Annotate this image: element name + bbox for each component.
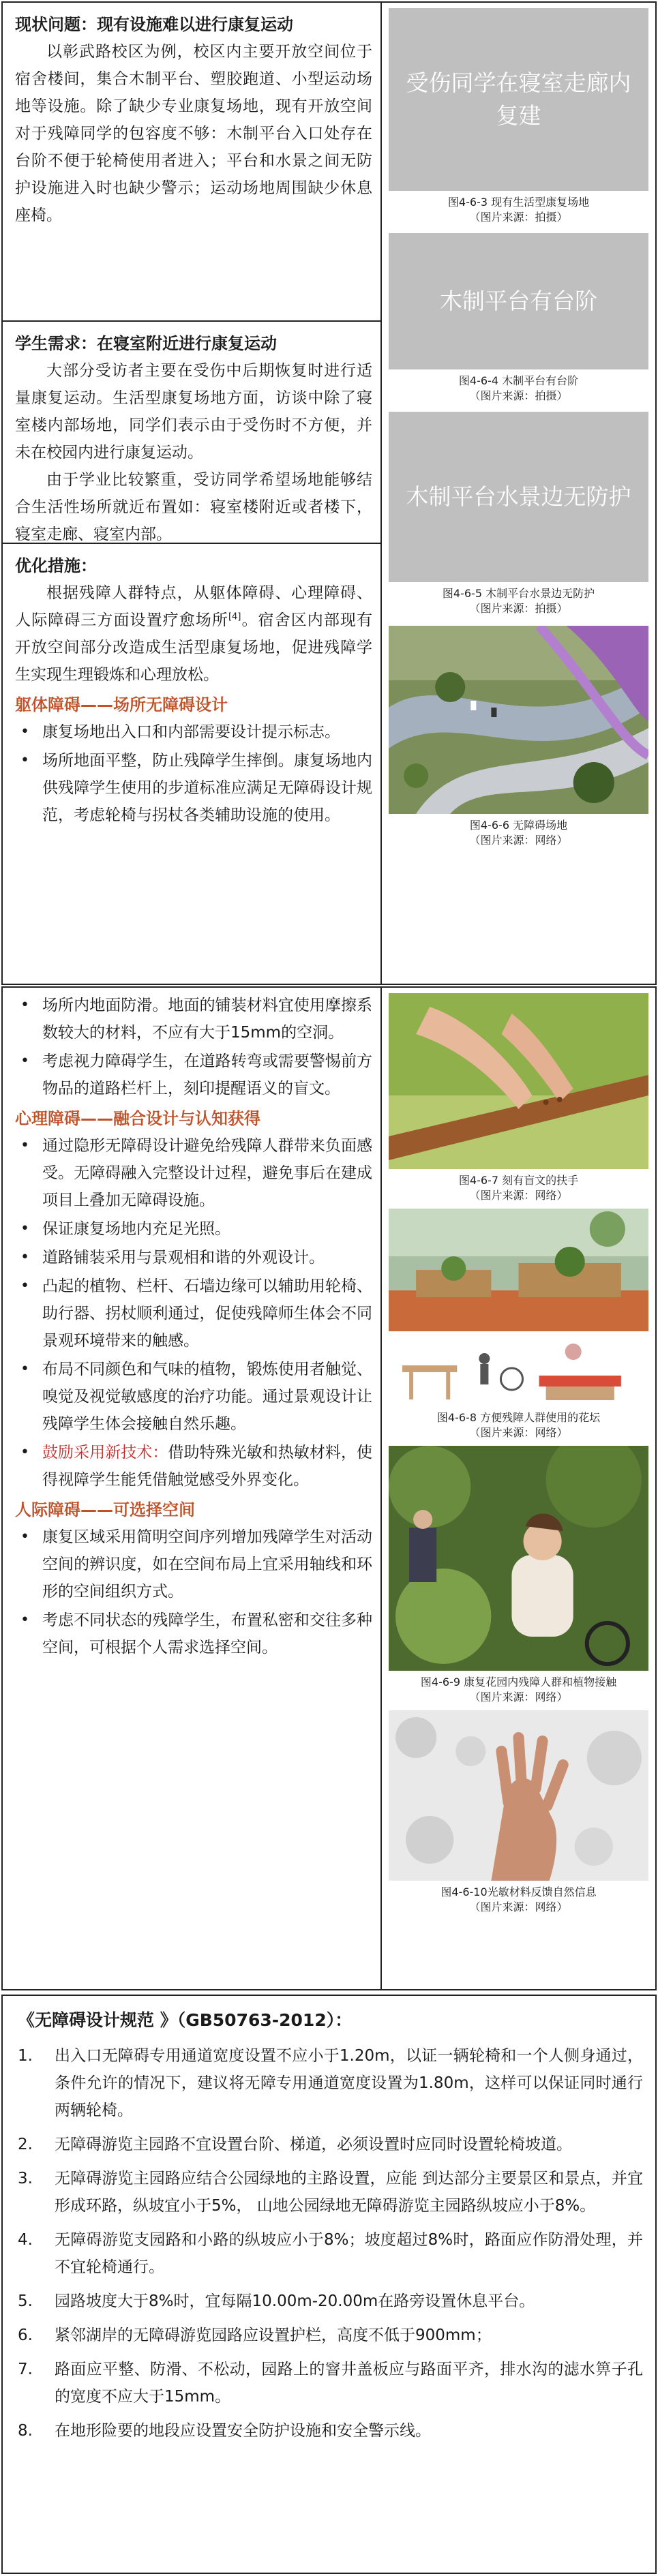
- list-item: • 考虑视力障碍学生，在道路转弯或需要警惕前方物品的道路栏杆上，刻印提醒语义的盲文。: [15, 1048, 372, 1102]
- figure-caption: 图4-6-8 方便残障人群使用的花坛: [436, 1411, 601, 1424]
- list-item: • 康复区域采用简明空间序列增加残障学生对活动空间的辨识度，如在空间布局上宜采用轴线和环形的空间组织方式。: [15, 1524, 372, 1605]
- problem-cell: [3, 3, 380, 322]
- figure-caption: 图4-6-7 刻有盲文的扶手: [458, 1174, 579, 1187]
- image-placeholder: 木制平台水景边无防护: [389, 412, 648, 582]
- need-heading: 学生需求：在寝室附近进行康复运动: [15, 334, 277, 353]
- accessible-site-photo: [389, 626, 648, 814]
- list-item: • 保证康复场地内充足光照。: [15, 1215, 372, 1243]
- figure-source: （图片来源：拍摄）: [469, 389, 568, 402]
- figure-4-6-6: [389, 626, 648, 848]
- code-item: 1. 出入口无障碍专用通道宽度设置不应小于1.20m，以证一辆轮椅和一个人侧身通过，条件允许的情况下，建议将无障专用通道宽度设置为1.80m，这样可以保证同时通行两辆轮椅。: [18, 2047, 643, 2119]
- code-item: 7. 路面应平整、防滑、不松动，园路上的窨井盖板应与路面平齐，排水沟的滤水箅子孔的宽度不应大于15mm。: [18, 2361, 643, 2406]
- figure-column: [382, 3, 655, 984]
- list-item: • 场所内地面防滑。地面的铺装材料宜使用摩擦系数较大的材料，不应有大于15mm的空洞。: [15, 992, 372, 1046]
- code-list: [3, 2042, 655, 2444]
- code-item: 6. 紧邻湖岸的无障碍游览园路应设置护栏，高度不低于900mm；: [18, 2327, 492, 2344]
- psych-disability-list: [15, 1132, 372, 1494]
- need-cell: [3, 322, 380, 544]
- figure-source: （图片来源：拍摄）: [469, 602, 568, 615]
- figure-caption: 图4-6-9 康复花园内残障人群和植物接触: [420, 1676, 617, 1688]
- section-design-code: [1, 1995, 657, 2574]
- need-text-1: 大部分受访者主要在受伤中后期恢复时进行适量康复运动。生活型康复场地方面，访谈中除了寝室楼内部场地，同学们表示由于受伤时不方便，并未在校园内进行康复运动。: [15, 362, 372, 461]
- figure-4-6-9: [389, 1446, 648, 1705]
- social-disability-heading: 人际障碍——可选择空间: [15, 1500, 195, 1519]
- figure-source: （图片来源：网络）: [469, 1691, 568, 1703]
- list-item: • 道路铺装采用与景观相和谐的外观设计。: [15, 1244, 372, 1271]
- problem-heading: 现状问题：现有设施难以进行康复运动: [15, 15, 293, 34]
- figure-caption: 图4-6-10光敏材料反馈自然信息: [440, 1885, 597, 1898]
- code-item: 4. 无障碍游览支园路和小路的纵坡应小于8%；坡度超过8%时，路面应作防滑处理，并不宜轮椅通行。: [18, 2231, 643, 2276]
- figure-caption: 图4-6-3 现有生活型康复场地: [447, 196, 590, 209]
- rehab-garden-photo: [389, 1446, 648, 1671]
- list-item: • 康复场地出入口和内部需要设计提示标志。: [15, 718, 372, 746]
- figure-source: （图片来源：拍摄）: [469, 211, 568, 224]
- body-disability-list-continued: [15, 992, 372, 1102]
- social-disability-list: [15, 1524, 372, 1661]
- body-disability-list: [15, 718, 372, 829]
- body-disability-heading: 躯体障碍——场所无障碍设计: [15, 695, 228, 714]
- section-design-strategies: [1, 986, 657, 1990]
- code-item: 2. 无障碍游览主园路不宜设置台阶、梯道，必须设置时应同时设置轮椅坡道。: [18, 2136, 572, 2153]
- code-item: 3. 无障碍游览主园路应结合公园绿地的主路设置，应能 到达部分主要景区和景点，并宜形成环路，纵坡宜小于5%， 山地公园绿地无障碍游览主园路纵坡应小于8%。: [18, 2170, 643, 2215]
- figure-source: （图片来源：网络）: [469, 1426, 568, 1439]
- new-tech-text: 借助特殊光敏和热敏材料，使得视障学生能凭借触觉感受外界变化。: [42, 1444, 373, 1489]
- measure-text: 根据残障人群特点，从躯体障碍、心理障碍、人际障碍三方面设置疗愈场所[4]。宿舍区内部现有开放空间部分改造成生活型康复场地，促进残障学生实现生理锻炼和心理放松。: [15, 584, 373, 684]
- section-current-issues: [1, 1, 657, 985]
- measure-cell: [3, 544, 380, 984]
- figure-source: （图片来源：网络）: [469, 1900, 568, 1913]
- photosensitive-material-photo: [389, 1710, 648, 1881]
- list-item: • 凸起的植物、栏杆、石墙边缘可以辅助用轮椅、助行器、拐杖顺利通过，促使残障师生体会不同景观环境带来的触感。: [15, 1273, 372, 1354]
- figure-4-6-5: [389, 412, 648, 616]
- list-item: • 场所地面平整，防止残障学生摔倒。康复场地内供残障学生使用的步道标准应满足无障碍设计规范，考虑轮椅与拐杖各类辅助设施的使用。: [15, 747, 372, 829]
- strategies-cell: [3, 988, 380, 1989]
- reference-mark: [4]: [228, 611, 241, 622]
- text-column: [3, 988, 382, 1989]
- code-item: 5. 园路坡度大于8%时，宜每隔10.00m-20.00m在路旁设置休息平台。: [18, 2292, 535, 2310]
- figure-column: [382, 988, 655, 1989]
- psych-disability-heading: 心理障碍——融合设计与认知获得: [15, 1109, 260, 1128]
- new-tech-label: 鼓励采用新技术：: [42, 1444, 168, 1461]
- figure-4-6-7: [389, 993, 648, 1203]
- code-item: 8. 在地形险要的地段应设置安全防护设施和安全警示线。: [18, 2422, 431, 2440]
- figure-4-6-3: [389, 8, 648, 225]
- braille-handrail-photo: [389, 993, 648, 1169]
- figure-4-6-10: [389, 1710, 648, 1915]
- figure-4-6-8: [389, 1209, 648, 1440]
- list-item: • 布局不同颜色和气味的植物，锻炼使用者触觉、嗅觉及视觉敏感度的治疗功能。通过景观设计让残障学生体会接触自然乐趣。: [15, 1356, 372, 1438]
- need-text-2: 由于学业比较繁重，受访同学希望场地能够结合生活性场所就近布置如：寝室楼附近或者楼下，寝室走廊、寝室内部。: [15, 471, 372, 543]
- figure-4-6-4: [389, 233, 648, 404]
- image-placeholder: 木制平台有台阶: [389, 233, 648, 369]
- text-column: [3, 3, 382, 984]
- figure-source: （图片来源：网络）: [469, 834, 568, 847]
- problem-text: 以彰武路校区为例，校区内主要开放空间位于宿舍楼间，集合木制平台、塑胶跑道、小型运动场地等设施。除了缺少专业康复场地，现有开放空间对于残障同学的包容度不够：木制平台入口处存在台阶不便于轮椅使用者进入；平台和水景之间无防护设施进入时也缺少警示；运动场地周围缺少休息座椅。: [15, 43, 372, 224]
- figure-caption: 图4-6-6 无障碍场地: [469, 819, 568, 832]
- code-title: 《无障碍设计规范 》（GB50763-2012）：: [18, 2010, 353, 2030]
- figure-caption: 图4-6-5 木制平台水景边无防护: [442, 587, 595, 600]
- measure-heading: 优化措施：: [15, 556, 97, 575]
- figure-source: （图片来源：网络）: [469, 1189, 568, 1202]
- list-item-new-tech: [15, 1439, 372, 1494]
- list-item: • 通过隐形无障碍设计避免给残障人群带来负面感受。无障碍融入完整设计过程，避免事后在建成项目上叠加无障碍设施。: [15, 1132, 372, 1214]
- list-item: • 考虑不同状态的残障学生，布置私密和交往多种空间，可根据个人需求选择空间。: [15, 1607, 372, 1661]
- planter-diagram: [389, 1338, 648, 1406]
- image-placeholder: 受伤同学在寝室走廊内复建: [389, 8, 648, 191]
- planter-photo: [389, 1209, 648, 1331]
- figure-caption: 图4-6-4 木制平台有台阶: [458, 374, 579, 387]
